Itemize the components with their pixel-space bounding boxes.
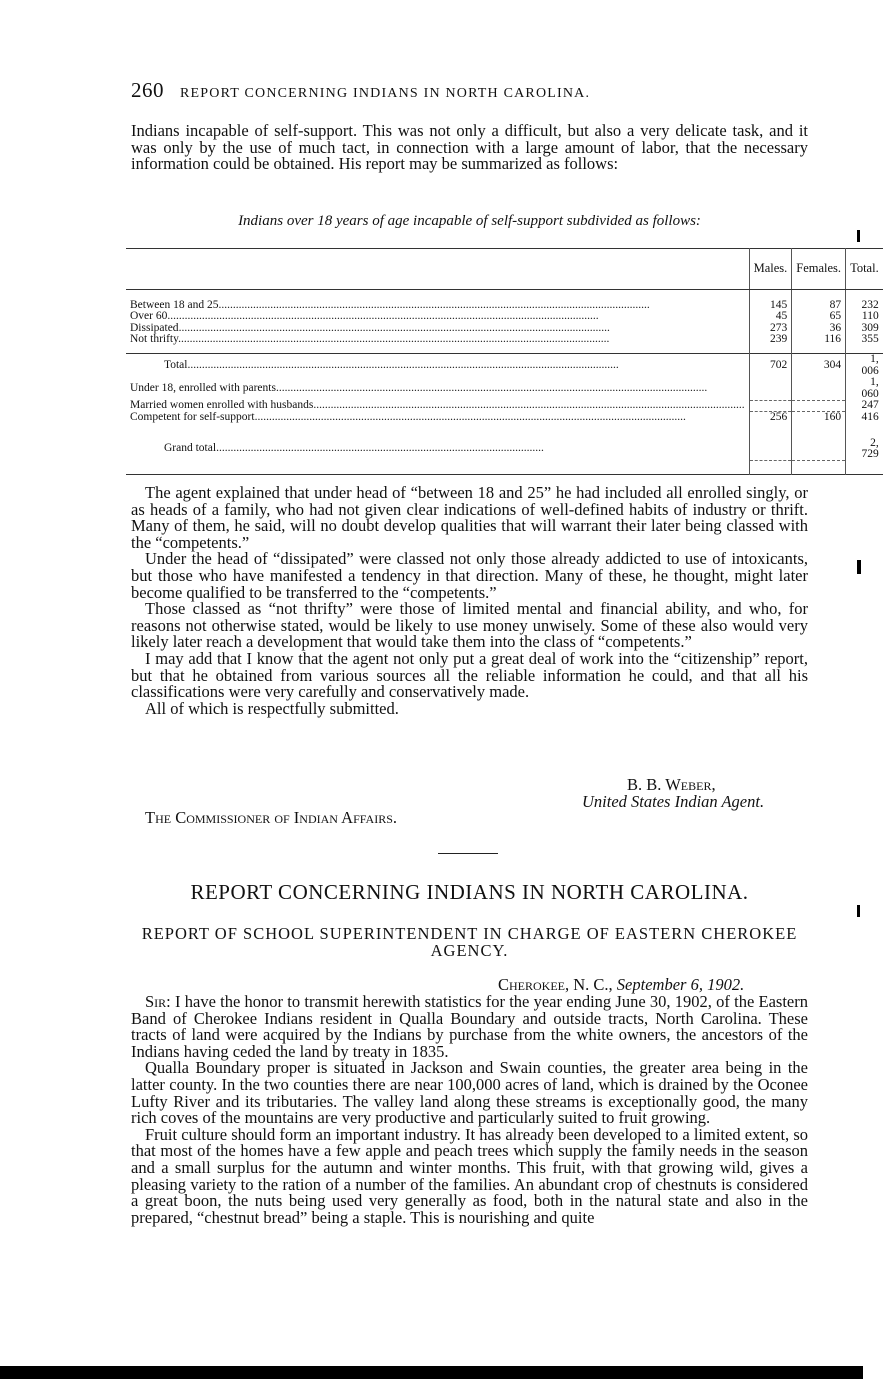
- row-label: Competent for self-support: [130, 410, 255, 423]
- paragraph: Under the head of “dissipated” were classed not only those already addicted to use of intoxicants, but those who have manifested a tendency in that direction. Many of these, he thought, might later become qualified to be transferred to the “competents.”: [131, 549, 808, 602]
- females-cell: 87: [792, 300, 846, 312]
- grand-total-row: Grand total.................................................................................................................. 2, 729: [126, 438, 883, 461]
- row-label-header: [126, 249, 749, 290]
- section-title: REPORT CONCERNING INDIANS IN NORTH CAROLINA.: [190, 880, 749, 904]
- section-divider: [438, 853, 498, 854]
- row-label: Between 18 and 25: [130, 298, 219, 311]
- total-cell: 1, 006: [846, 354, 883, 378]
- females-cell: 36: [792, 323, 846, 335]
- running-header: [131, 78, 811, 103]
- males-cell: 702: [749, 354, 792, 378]
- males-cell: 273: [749, 323, 792, 335]
- males-cell: 239: [749, 334, 792, 346]
- males-cell: [749, 400, 792, 412]
- total-cell: 355: [846, 334, 883, 346]
- paragraph: All of which is respectfully submitted.: [145, 698, 399, 718]
- intro-paragraph: Indians incapable of self-support. This was not only a difficult, but also a very delicate task, and it was only by the use of much tact, in connection with a large amount of labor, that the necessary information could be obtained. His report may be summarized as follows:: [131, 121, 808, 174]
- letter-text: [131, 994, 808, 1226]
- signature-title: United States Indian Agent.: [582, 792, 765, 811]
- salutation: Sir:: [145, 992, 171, 1011]
- dateline-date: September 6, 1902.: [616, 975, 745, 994]
- total-cell: 309: [846, 323, 883, 335]
- females-cell: [792, 377, 846, 400]
- females-cell: 65: [792, 311, 846, 323]
- statistics-table: [126, 248, 883, 475]
- page-number: 260: [131, 78, 164, 102]
- males-cell: [749, 377, 792, 400]
- running-title: REPORT CONCERNING INDIANS IN NORTH CAROLINA.: [180, 86, 591, 101]
- dateline-place: Cherokee, N. C.,: [498, 975, 613, 994]
- males-cell: 256: [749, 412, 792, 424]
- females-cell: 116: [792, 334, 846, 346]
- males-header: Males.: [749, 249, 792, 290]
- table-row: Not thrifty...................................................................................................................................................... 239 116 355: [126, 334, 883, 346]
- table-row: Competent for self-support...................................................................................................................................................... 256 160 416: [126, 412, 883, 424]
- row-label: Not thrifty: [130, 333, 179, 345]
- table-row: Over 60...................................................................................................................................................... 45 65 110: [126, 311, 883, 323]
- row-label: Total: [164, 358, 188, 371]
- table-row: Married women enrolled with husbands...................................................................................................................................................... 247: [126, 400, 883, 412]
- total-header: Total.: [846, 249, 883, 290]
- addressee: The Commissioner of Indian Affairs.: [145, 808, 398, 827]
- scan-margin-mark: [857, 905, 860, 917]
- total-cell: 1, 060: [846, 377, 883, 400]
- signature-name: B. B. Weber,: [627, 775, 716, 794]
- paragraph: Qualla Boundary proper is situated in Jackson and Swain counties, the greater area being in the latter county. In the two counties there are near 100,000 acres of land, which is drained by the Oconee Lufty River and its tributaries. The valley land along these streams is exceptionally good, the many rich coves of the mountains are very productive and particularly suited to fruit growing.: [131, 1058, 808, 1128]
- females-header: Females.: [792, 249, 846, 290]
- table-row: Between 18 and 25...................................................................................................................................................... 145 87 232: [126, 300, 883, 312]
- paragraph: Fruit culture should form an important industry. It has already been developed to a limited extent, so that most of the homes have a few apple and peach trees which supply the family needs in the season and a small surplus for the autumn and winter months. This fruit, with that growing wild, gives a pleasing variety to the ration of a number of the families. An abundant crop of chestnuts is considered a great boon, the nuts being used very generally as food, both in the natural state and also in the prepared, “chestnut bread” being a staple. This is nourishing and quite: [131, 1124, 808, 1227]
- table-row: Under 18, enrolled with parents...................................................................................................................................................... 1, 060: [126, 377, 883, 400]
- row-label: Married women enrolled with husbands: [130, 399, 314, 411]
- row-label: Under 18, enrolled with parents: [130, 381, 276, 394]
- females-cell: 304: [792, 354, 846, 378]
- table-rows-group-1: [126, 290, 883, 354]
- body-text: [131, 485, 808, 717]
- scan-margin-mark: [857, 230, 860, 242]
- paragraph: Those classed as “not thrifty” were those of limited mental and financial ability, and who, for reasons not otherwise stated, would be likely to use money unwisely. Some of these also would very likely later reach a development that would take them into the class of “competents.”: [131, 599, 808, 652]
- table-rows-group-2: [126, 354, 883, 424]
- males-cell: 45: [749, 311, 792, 323]
- scan-bottom-edge: [0, 1366, 863, 1379]
- total-cell: 232: [846, 300, 883, 312]
- females-cell: 160: [792, 412, 846, 424]
- section-subtitle: REPORT OF SCHOOL SUPERINTENDENT IN CHARGE OF EASTERN CHEROKEE AGENCY.: [141, 924, 798, 960]
- females-cell: [792, 400, 846, 412]
- paragraph: I may add that I know that the agent not only put a great deal of work into the “citizenship” report, but that he obtained from various sources all the reliable information he could, and that all his classifications were very carefully and conservatively made.: [131, 648, 808, 702]
- total-cell: 247: [846, 400, 883, 412]
- paragraph: The agent explained that under head of “between 18 and 25” he had included all enrolled singly, or as heads of a family, who had not given clear indications of well-defined habits of industry or thrift. Many of them, he said, will no doubt develop qualities that will warrant their later being classed with the “competents.”: [131, 483, 808, 552]
- total-cell: 416: [846, 412, 883, 424]
- row-label: Over 60: [130, 310, 168, 322]
- total-cell: 110: [846, 311, 883, 323]
- row-label: Dissipated: [130, 321, 179, 334]
- scan-margin-mark: [857, 560, 861, 574]
- table-row: Total...................................................................................................................................................... 702 304 1, 006: [126, 354, 883, 378]
- grand-total-value: 2, 729: [846, 438, 883, 461]
- paragraph: Sir: I have the honor to transmit herewith statistics for the year ending June 30, 1902, of the Eastern Band of Cherokee Indians resident in Qualla Boundary and outside tracts, North Carolina. These tracts of land were acquired by the Indians by purchase from the white owners, the ancestors of the Indians having ceded the land by treaty in 1835.: [131, 992, 808, 1061]
- grand-total-group: [126, 424, 883, 475]
- table-row: Dissipated...................................................................................................................................................... 273 36 309: [126, 323, 883, 335]
- males-cell: 145: [749, 300, 792, 312]
- grand-total-label: Grand total: [164, 442, 217, 455]
- table-caption: Indians over 18 years of age incapable of self-support subdivided as follows:: [238, 213, 701, 229]
